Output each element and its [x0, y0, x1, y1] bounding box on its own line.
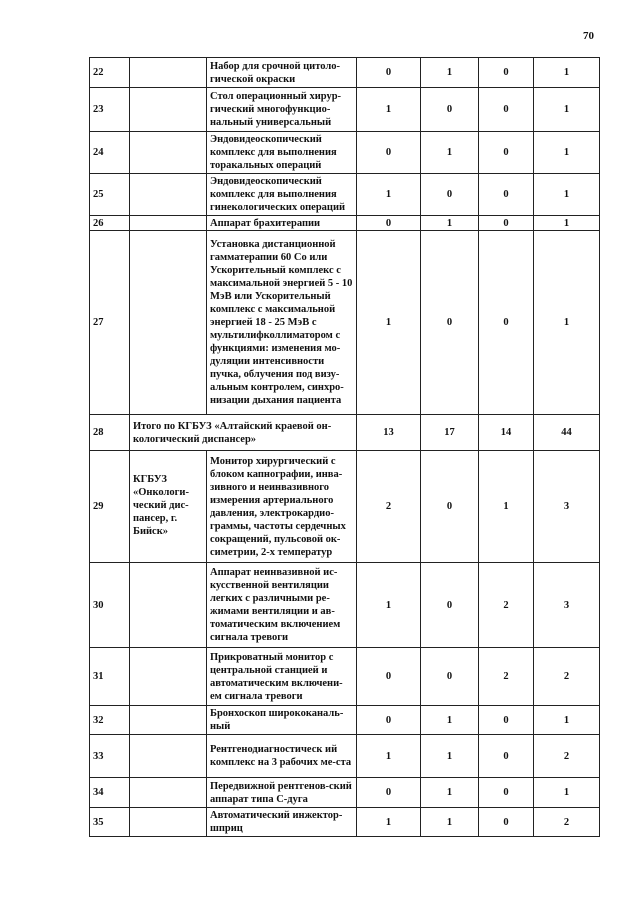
organization-cell: [130, 88, 207, 132]
organization-cell: [130, 174, 207, 216]
value-cell: 17: [421, 415, 479, 451]
value-cell: 13: [357, 415, 421, 451]
table-row: [90, 808, 600, 837]
organization-cell: [130, 231, 207, 415]
value-cell: 0: [421, 451, 479, 563]
organization-cell: КГБУЗ «Онкологи-ческий дис-пансер, г. Бийск»: [130, 451, 207, 563]
equipment-name: Аппарат неинвазивной ис-кусственной вентиляции легких с различными ре-жимами вентиляции и ав-томатическим включением сигнала тревоги: [207, 563, 357, 648]
value-cell: 1: [534, 88, 600, 132]
value-cell: 0: [357, 706, 421, 735]
equipment-name: Аппарат брахитерапии: [207, 216, 357, 231]
row-number: 34: [90, 778, 130, 808]
row-number: 25: [90, 174, 130, 216]
value-cell: 1: [421, 808, 479, 837]
value-cell: 2: [479, 563, 534, 648]
table-row: [90, 216, 600, 231]
value-cell: 1: [421, 706, 479, 735]
value-cell: 2: [534, 735, 600, 778]
value-cell: 1: [534, 231, 600, 415]
table-row: [90, 231, 600, 415]
table-row: [90, 132, 600, 174]
value-cell: 1: [421, 216, 479, 231]
equipment-name: Установка дистанционной гамматерапии 60 Со или Ускорительный комплекс с максимальной энергией 5 - 10 МэВ или Ускорительный комплекс с максимальной энергией 18 - 25 МэВ с мультилифколлиматором с функциями: изменения мо-дуляции интенсивности пучка, облучения под визу-альным контролем, синхро-низации дыхания пациента: [207, 231, 357, 415]
equipment-name: Монитор хирургический с блоком капнографии, инва-зивного и неинвазивного измерения артериального давления, электрокардио-граммы, частоты сердечных сокращений, пульсовой ок-симетрии, 2-х температур: [207, 451, 357, 563]
value-cell: 0: [421, 231, 479, 415]
table-row: [90, 648, 600, 706]
value-cell: 0: [479, 808, 534, 837]
value-cell: 3: [534, 563, 600, 648]
value-cell: 1: [534, 174, 600, 216]
table-row: [90, 174, 600, 216]
row-number: 35: [90, 808, 130, 837]
value-cell: 1: [421, 778, 479, 808]
value-cell: 1: [534, 706, 600, 735]
equipment-name: Рентгенодиагностическ ий комплекс на 3 рабочих ме-ста: [207, 735, 357, 778]
total-row: [90, 415, 600, 451]
organization-cell: [130, 735, 207, 778]
table-row: [90, 778, 600, 808]
row-number: 28: [90, 415, 130, 451]
value-cell: 2: [534, 808, 600, 837]
equipment-name: Передвижной рентгенов-ский аппарат типа С-дуга: [207, 778, 357, 808]
table-row: [90, 451, 600, 563]
value-cell: 0: [479, 778, 534, 808]
row-number: 33: [90, 735, 130, 778]
value-cell: 0: [479, 735, 534, 778]
row-number: 29: [90, 451, 130, 563]
value-cell: 0: [479, 58, 534, 88]
row-number: 32: [90, 706, 130, 735]
row-number: 30: [90, 563, 130, 648]
table-row: [90, 58, 600, 88]
value-cell: 1: [357, 231, 421, 415]
equipment-name: Стол операционный хирур-гический многофункцио-нальный универсальный: [207, 88, 357, 132]
row-number: 31: [90, 648, 130, 706]
value-cell: 1: [357, 174, 421, 216]
total-label: Итого по КГБУЗ «Алтайский краевой он-кологический диспансер»: [130, 415, 357, 451]
value-cell: 1: [534, 216, 600, 231]
value-cell: 0: [357, 132, 421, 174]
value-cell: 0: [479, 174, 534, 216]
equipment-name: Бронхоскоп ширококаналь-ный: [207, 706, 357, 735]
row-number: 27: [90, 231, 130, 415]
organization-cell: [130, 216, 207, 231]
value-cell: 0: [479, 132, 534, 174]
value-cell: 0: [479, 231, 534, 415]
value-cell: 1: [479, 451, 534, 563]
value-cell: 0: [421, 563, 479, 648]
value-cell: 1: [421, 132, 479, 174]
value-cell: 0: [421, 88, 479, 132]
organization-cell: [130, 563, 207, 648]
value-cell: 1: [357, 735, 421, 778]
organization-cell: [130, 132, 207, 174]
value-cell: 44: [534, 415, 600, 451]
value-cell: 2: [479, 648, 534, 706]
table-row: [90, 563, 600, 648]
organization-cell: [130, 706, 207, 735]
value-cell: 1: [534, 132, 600, 174]
equipment-name: Набор для срочной цитоло-гической окраски: [207, 58, 357, 88]
table-row: [90, 735, 600, 778]
equipment-name: Эндовидеоскопический комплекс для выполнения торакальных операций: [207, 132, 357, 174]
row-number: 26: [90, 216, 130, 231]
organization-cell: [130, 58, 207, 88]
value-cell: 0: [421, 174, 479, 216]
value-cell: 0: [357, 58, 421, 88]
table-row: [90, 88, 600, 132]
organization-cell: [130, 778, 207, 808]
value-cell: 0: [357, 216, 421, 231]
value-cell: 2: [357, 451, 421, 563]
value-cell: 2: [534, 648, 600, 706]
equipment-name: Эндовидеоскопический комплекс для выполнения гинекологических операций: [207, 174, 357, 216]
value-cell: 1: [357, 88, 421, 132]
organization-cell: [130, 648, 207, 706]
value-cell: 0: [479, 88, 534, 132]
value-cell: 0: [479, 706, 534, 735]
value-cell: 1: [534, 778, 600, 808]
value-cell: 1: [357, 808, 421, 837]
row-number: 24: [90, 132, 130, 174]
page-number: 70: [583, 30, 594, 42]
value-cell: 1: [421, 735, 479, 778]
value-cell: 0: [357, 778, 421, 808]
value-cell: 0: [479, 216, 534, 231]
equipment-name: Прикроватный монитор с центральной станцией и автоматическим включени-ем сигнала тревоги: [207, 648, 357, 706]
value-cell: 1: [534, 58, 600, 88]
row-number: 22: [90, 58, 130, 88]
value-cell: 0: [421, 648, 479, 706]
equipment-name: Автоматический инжектор-шприц: [207, 808, 357, 837]
equipment-table: [89, 57, 600, 837]
value-cell: 1: [357, 563, 421, 648]
value-cell: 1: [421, 58, 479, 88]
value-cell: 0: [357, 648, 421, 706]
value-cell: 14: [479, 415, 534, 451]
value-cell: 3: [534, 451, 600, 563]
organization-cell: [130, 808, 207, 837]
table-row: [90, 706, 600, 735]
row-number: 23: [90, 88, 130, 132]
